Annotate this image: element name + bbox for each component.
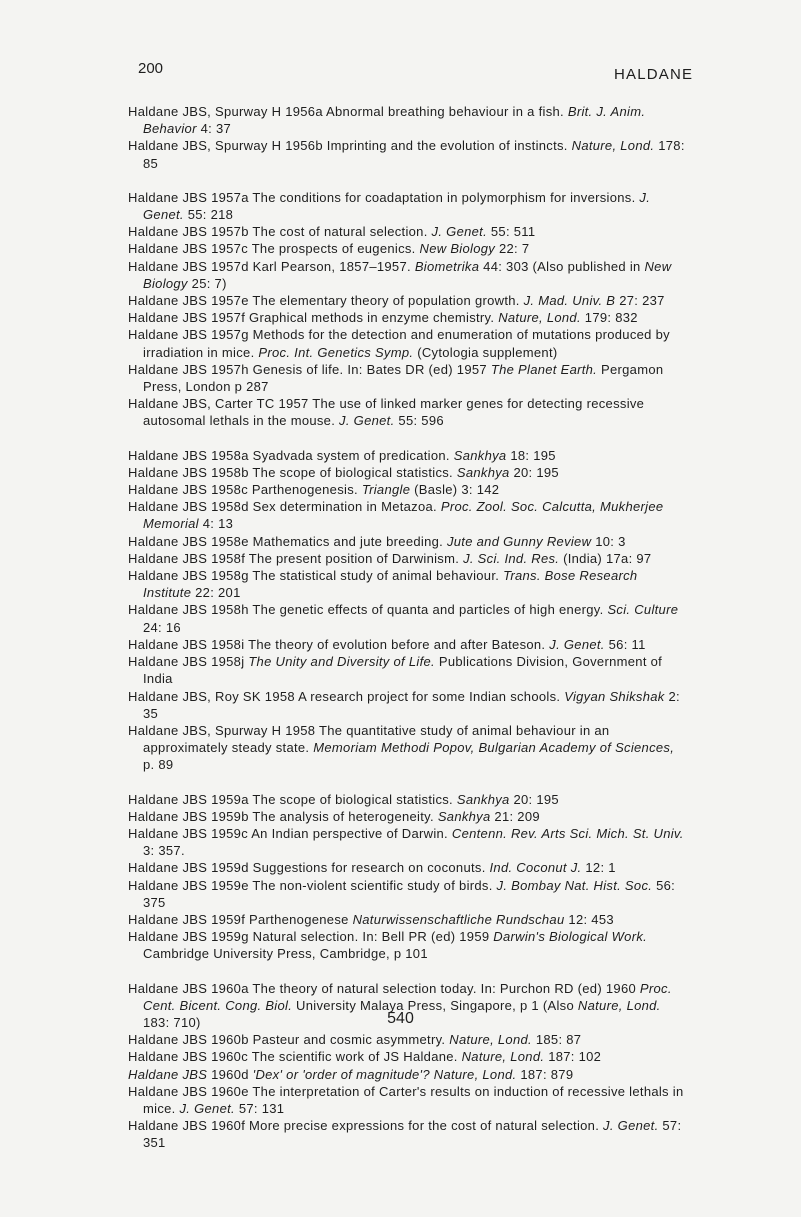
reference-text: Haldane JBS, Spurway H 1956b Imprinting and the evolution of instincts. [128, 138, 572, 154]
reference-journal: Sankhya [437, 808, 491, 824]
reference-text: 20: 195 [509, 791, 559, 807]
reference-entry [128, 361, 688, 395]
reference-journal: New Biology [419, 241, 496, 257]
reference-entry [128, 791, 688, 808]
reference-text: 57: 131 [234, 1100, 285, 1116]
reference-entry [128, 808, 688, 825]
reference-text: Haldane JBS 1959b The analysis of heterogeneity. [128, 808, 438, 824]
group-separator [128, 172, 688, 189]
reference-journal: Nature, Lond. [577, 997, 661, 1013]
reference-text: Haldane JBS 1960f More precise expressions for the cost of natural selection. [128, 1118, 604, 1134]
reference-journal: Proc. Int. Genetics Symp. [258, 344, 414, 360]
reference-journal: Sankhya [453, 447, 507, 463]
reference-text: 18: 195 [506, 447, 556, 463]
reference-journal: Darwin's Biological Work. [493, 929, 648, 945]
reference-journal: Brit. J. Anim. Behavior [143, 104, 646, 137]
reference-text: Haldane JBS 1957b The cost of natural selection. [128, 224, 432, 240]
reference-text: 56: 11 [604, 636, 646, 652]
reference-text: Haldane JBS 1958a Syadvada system of predication. [128, 447, 454, 463]
reference-text: 56: 375 [143, 877, 676, 910]
reference-text: Haldane JBS 1959e The non-violent scientific study of birds. [128, 877, 497, 893]
reference-text: 4: 37 [196, 121, 232, 137]
reference-entry [128, 137, 688, 171]
reference-text: Haldane JBS 1959a The scope of biological statistics. [128, 791, 457, 807]
reference-entry [128, 928, 688, 962]
reference-text: Haldane JBS 1957g Methods for the detection and enumeration of mutations produced by irradiation in mice. [128, 327, 670, 360]
reference-entry [128, 1031, 688, 1048]
reference-text: Haldane JBS 1960b Pasteur and cosmic asymmetry. [128, 1032, 450, 1048]
reference-text: Haldane JBS 1957c The prospects of eugenics. [128, 241, 420, 257]
reference-text: 183: 710) [143, 1014, 201, 1030]
reference-text: (India) 17a: 97 [559, 550, 652, 566]
reference-text: Pergamon Press, London p 287 [143, 361, 664, 395]
reference-text: Haldane JBS 1959c An Indian perspective of Darwin. [128, 825, 452, 841]
reference-journal: Proc. Cent. Bicent. Cong. Biol. [143, 980, 672, 1013]
reference-journal: J. Sci. Ind. Res. [463, 550, 560, 566]
reference-text: Haldane JBS 1958j [128, 654, 249, 670]
reference-journal: Nature, Lond. [449, 1032, 532, 1048]
reference-text: Cambridge University Press, Cambridge, p 101 [143, 946, 428, 962]
reference-journal: Sankhya [456, 464, 510, 480]
reference-journal: J. Genet. [339, 413, 395, 429]
reference-text: 44: 303 (Also published in [479, 258, 645, 274]
reference-journal: Nature, Lond. [498, 310, 581, 326]
reference-text: Haldane JBS 1960e The interpretation of Carter's results on induction of recessive lethals in mice. [128, 1083, 684, 1116]
reference-journal: Sankhya [456, 791, 510, 807]
reference-journal: J. Genet. [179, 1100, 235, 1116]
reference-text: 22: 7 [495, 241, 530, 257]
reference-text: Haldane JBS 1958c Parthenogenesis. [128, 482, 362, 498]
reference-text: Haldane JBS, Roy SK 1958 A research project for some Indian schools. [128, 688, 565, 704]
reference-text: Haldane JBS 1960c The scientific work of JS Haldane. [128, 1049, 462, 1065]
reference-text: Haldane JBS, Spurway H 1956a Abnormal breathing behaviour in a fish. [128, 104, 568, 119]
reference-journal: Haldane JBS [128, 1066, 208, 1082]
reference-journal: Nature, Lond. [461, 1049, 545, 1065]
reference-entry [128, 533, 688, 550]
reference-text: Haldane JBS 1957d Karl Pearson, 1857–1957. [128, 258, 415, 274]
reference-text: 20: 195 [509, 464, 559, 480]
reference-entry [128, 1083, 688, 1117]
reference-journal: Proc. Zool. Soc. Calcutta, Mukherjee Memorial [143, 499, 664, 532]
reference-journal: Jute and Gunny Review [446, 533, 592, 549]
reference-entry [128, 567, 688, 601]
reference-journal: The Unity and Diversity of Life. [248, 654, 435, 670]
reference-entry [128, 481, 688, 498]
reference-text: 12: 1 [581, 860, 616, 876]
reference-entry [128, 464, 688, 481]
group-separator [128, 430, 688, 447]
reference-text: Haldane JBS 1957h Genesis of life. In: Bates DR (ed) 1957 [128, 361, 491, 377]
reference-journal: J. Mad. Univ. B [523, 293, 616, 309]
reference-entry [128, 240, 688, 257]
reference-text: 187: 102 [544, 1049, 602, 1065]
reference-entry [128, 1048, 688, 1065]
reference-text: 2: 35 [143, 688, 680, 721]
reference-text: Haldane JBS 1959g Natural selection. In: Bell PR (ed) 1959 [128, 929, 494, 945]
reference-text: Haldane JBS 1958f The present position of Darwinism. [128, 550, 464, 566]
reference-text: Haldane JBS 1957e The elementary theory of population growth. [128, 293, 524, 309]
group-separator [128, 963, 688, 980]
reference-text: Haldane JBS 1958g The statistical study of animal behaviour. [128, 568, 504, 584]
reference-text: 55: 511 [486, 224, 536, 240]
reference-entry [128, 722, 688, 774]
reference-journal: New Biology [143, 258, 672, 291]
reference-journal: Biometrika [414, 258, 480, 274]
reference-text: Haldane JBS, Spurway H 1958 The quantitative study of animal behaviour in an approximately steady state. [128, 722, 610, 756]
group-separator [128, 774, 688, 791]
reference-entry [128, 189, 688, 223]
reference-journal: 'Dex' or 'order of magnitude'? Nature, Lond. [252, 1066, 517, 1082]
reference-list [128, 103, 688, 1152]
reference-text: 55: 218 [183, 207, 234, 223]
reference-text: Haldane JBS 1958h The genetic effects of quanta and particles of high energy. [128, 602, 608, 618]
reference-entry [128, 911, 688, 928]
reference-text: 22: 201 [191, 585, 241, 601]
reference-journal: Triangle [361, 482, 411, 498]
reference-journal: Memoriam Methodi Popov, Bulgarian Academy of Sciences, [313, 740, 675, 756]
reference-text: Haldane JBS 1960a The theory of natural selection today. In: Purchon RD (ed) 1960 [128, 980, 640, 996]
reference-text: 57: 351 [143, 1118, 682, 1151]
reference-entry [128, 825, 688, 859]
reference-entry [128, 258, 688, 292]
footer-page-number: 540 [387, 1010, 414, 1027]
reference-text: 187: 879 [516, 1066, 574, 1082]
reference-text: Haldane JBS 1958b The scope of biological statistics. [128, 464, 457, 480]
running-head: HALDANE [614, 66, 694, 83]
reference-text: 185: 87 [531, 1032, 582, 1048]
reference-text: Publications Division, Government of India [143, 654, 663, 687]
reference-journal: Centenn. Rev. Arts Sci. Mich. St. Univ. [451, 825, 684, 841]
reference-journal: Naturwissenschaftliche Rundschau [352, 911, 565, 927]
reference-text: 1960d [207, 1066, 253, 1082]
reference-entry [128, 601, 688, 635]
reference-text: 25: 7) [187, 275, 227, 291]
reference-entry [128, 309, 688, 326]
reference-text: Haldane JBS 1958d Sex determination in Metazoa. [128, 499, 441, 515]
reference-journal: J. Genet. [143, 189, 651, 223]
reference-entry [128, 498, 688, 532]
reference-entry [128, 688, 688, 722]
reference-journal: J. Genet. [431, 224, 487, 240]
reference-text: 27: 237 [615, 293, 665, 309]
reference-text: Haldane JBS 1958e Mathematics and jute breeding. [128, 533, 447, 549]
reference-text: (Cytologia supplement) [413, 344, 558, 360]
reference-journal: Nature, Lond. [571, 138, 655, 154]
reference-entry [128, 550, 688, 567]
reference-journal: J. Bombay Nat. Hist. Soc. [496, 877, 653, 893]
reference-journal: J. Genet. [603, 1118, 659, 1134]
reference-entry [128, 326, 688, 360]
reference-journal: The Planet Earth. [490, 361, 598, 377]
reference-entry [128, 447, 688, 464]
reference-entry [128, 653, 688, 687]
reference-text: Haldane JBS, Carter TC 1957 The use of linked marker genes for detecting recessive autosomal lethals in the mouse. [128, 396, 645, 429]
reference-entry [128, 103, 688, 137]
reference-text: Haldane JBS 1958i The theory of evolution before and after Bateson. [128, 636, 550, 652]
reference-text: 179: 832 [580, 310, 638, 326]
page-number: 200 [138, 60, 164, 77]
reference-journal: Vigyan Shikshak [564, 688, 665, 704]
reference-text: 55: 596 [394, 413, 444, 429]
reference-text: 21: 209 [490, 808, 540, 824]
reference-text: Haldane JBS 1957a The conditions for coadaptation in polymorphism for inversions. [128, 189, 640, 205]
reference-entry [128, 292, 688, 309]
reference-entry [128, 877, 688, 911]
reference-journal: J. Genet. [549, 636, 605, 652]
reference-entry [128, 859, 688, 876]
reference-text: 24: 16 [143, 619, 181, 635]
reference-text: 10: 3 [591, 533, 626, 549]
reference-text: Haldane JBS 1959f Parthenogenese [128, 911, 353, 927]
reference-text: University Malaya Press, Singapore, p 1 (Also [292, 997, 578, 1013]
reference-entry [128, 1066, 688, 1083]
reference-journal: Ind. Coconut J. [489, 860, 582, 876]
reference-text: (Basle) 3: 142 [410, 482, 500, 498]
reference-text: p. 89 [143, 757, 174, 773]
reference-journal: Trans. Bose Research Institute [143, 568, 638, 601]
reference-entry [128, 636, 688, 653]
reference-text: 4: 13 [198, 516, 234, 532]
reference-text: 178: 85 [143, 138, 685, 171]
reference-text: Haldane JBS 1959d Suggestions for research on coconuts. [128, 860, 490, 876]
reference-entry [128, 395, 688, 429]
reference-entry [128, 1117, 688, 1151]
reference-text: 3: 357. [143, 843, 185, 859]
reference-text: 12: 453 [564, 911, 614, 927]
reference-entry [128, 223, 688, 240]
reference-journal: Sci. Culture [607, 602, 679, 618]
reference-text: Haldane JBS 1957f Graphical methods in enzyme chemistry. [128, 310, 499, 326]
